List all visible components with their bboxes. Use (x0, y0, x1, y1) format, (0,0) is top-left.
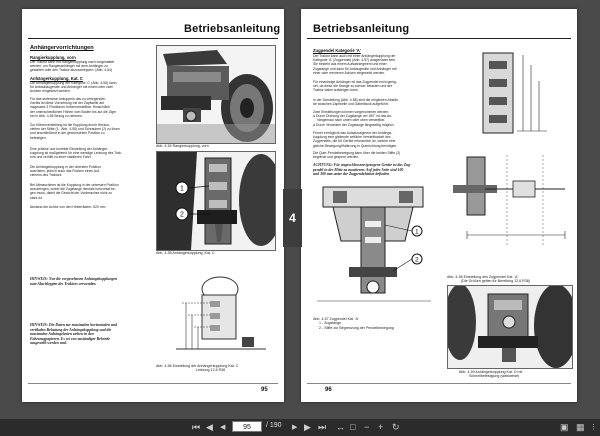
figure-caption: Abb. 4-57 Zugpendel Kat. 'A' 1 - Zugstange 2 - Stifte zur Begrenzung der Pendelbewegung (313, 317, 394, 330)
page-number: 95 (261, 387, 268, 393)
page-number-input[interactable]: 95 (232, 421, 262, 432)
last-page-icon[interactable]: ⏭ (318, 422, 327, 432)
body-paragraph: Für einachsige Anhänger ist das Zugpendel nicht geeig- net, da diese die Stange zu schwer belasten und der Traktor dabei aufsteigen kann. (313, 80, 397, 93)
footer-rule (307, 383, 571, 384)
header-rule (28, 38, 278, 39)
viewer-toolbar (0, 419, 600, 436)
figure-hitch-adjustment (156, 259, 274, 361)
figure-hitch-cat-d (447, 285, 573, 369)
subheading: Zugpendel Kategorie 'A' (313, 48, 361, 53)
body-paragraph: Die Anhängerkupplung der Kategorie 'C' (Abb. 4-55) kann für Anbaubaugeräte und Anhänger mit einem oder zwei Achsen eingesetzt werden. (30, 81, 117, 94)
rotate-icon[interactable]: ↻ (392, 422, 400, 432)
fit-page-icon[interactable]: □ (350, 422, 356, 432)
body-paragraph: Bei Altmaschinen ist die Kupplung in der untersten Position anzubringen, wobei die Zugstange niemals horizontal be- gen muss, damit die Gewicht der Vorderachse nicht zu stark ist. (30, 183, 119, 200)
body-paragraph: Für das stufenlose Ankuppeln das zu verlegenden Geräts ist diese Vorrichtung mit der Zapfwelle auf insgesamt 3 Positionen höhenverstellbar. Hinsichtlich der unterschiedlichen Höhen vom Boden bis auf die Ziger bei in Abb. 4-56 Bezug zu nehmen. (30, 97, 117, 118)
page-header: Betriebsanleitung (313, 23, 410, 35)
subheading: Rangierkupplung, vorn (30, 55, 76, 60)
figure-caption: Abb. 4-54 Rangierkupplung, vorn (156, 144, 209, 148)
callout-2: 2 (180, 211, 184, 219)
fullscreen-icon[interactable]: ▣ (560, 422, 569, 432)
subheading: Anhängerkupplung, Kat. C (30, 76, 83, 81)
figure-caption: Abb. 4-55 Anhängerkupplung, Kat. C (156, 251, 215, 255)
figure-caption: Abb. 4-59 Anhängerkupplung Kat. D mit Schnellbefestigung (wahlweise) (459, 370, 523, 379)
hitch-cat-d-illustration (448, 286, 572, 368)
footer-rule (28, 383, 278, 384)
figure-caption: Abb. 4-56 Einstellung der Anhängerkupplung Kat. C Leistung 12,6 R38 (156, 364, 239, 373)
menu-icon[interactable]: ⋮ (590, 424, 597, 431)
right-page (301, 9, 577, 402)
note-1: HINWEIS: Nur die vorgesehenen Anhängekupplungen zum Abschleppen des Traktors verwenden. (30, 277, 118, 286)
figure-hitch-cat-c (156, 151, 276, 251)
drawbar-technical-drawing (313, 181, 437, 315)
callout-1: 1 (415, 228, 419, 236)
first-page-icon[interactable]: ⏮ (192, 422, 201, 432)
body-paragraph: Ferner ermöglicht das Aufsatzsegment der Anhänge- kupplung eine gleitende seitliche Verstellbarkeit des Zugpendels, die für Geräte erforderlich ist, welche eine gleiche Bewegung/Halterung in Querrichtung benötigen. (313, 131, 398, 148)
fit-width-icon[interactable]: ↔ (336, 422, 345, 432)
left-page (22, 9, 284, 402)
hitch-adjustment-drawing (156, 259, 274, 361)
next-page-icon[interactable]: ▶ (304, 422, 311, 432)
body-paragraph: Eine präzise und korrekte Einstellung der Anhänger- kupplung ist maßgebend für eine wendige Lenkung des Trak- tors und verhilft zu einer stabileren Fahrt. (30, 147, 122, 160)
zoom-in-icon[interactable]: + (378, 422, 384, 432)
note-2: HINWEIS: Die Daten zur maximalen horizontalen und vertikalen Belastung der Anhängekupplung und die maximalen Anhängelasten stehen in den Fahrzeugpapieren. Es sei von zuständiger Behörde ausgestellt werden und. (30, 323, 118, 346)
page-count: / 190 (266, 422, 282, 429)
tractor-front-illustration (157, 46, 275, 143)
header-rule (307, 38, 571, 39)
zoom-out-icon[interactable]: − (364, 422, 370, 432)
section-title: Anhängervorrichtungen (30, 45, 94, 51)
caution-note: ACHTUNG: Für angeschlossene/gezogene Geräte ist das Zug- pendel in der Mitte zu montieren. Auf jeder Seite sind 100 und 300 mm unter der Zugpendelstütze befinden (313, 163, 412, 177)
grid-icon[interactable]: ▦ (576, 422, 585, 432)
previous-page-icon[interactable]: ◀ (206, 422, 213, 432)
body-paragraph: Zwei Einstellungen können vorgenommen werden: ● Durch Drehung der Zugstange um 180° ist das An- hängemaul nach unten oder oben verstellbar. ● Durch Versetzen der Zugstange längsseitig möglich. (313, 110, 395, 127)
body-paragraph: Zur Höhenverstellung ist die Kupplung durch Heraus- ziehen der Stifte (1 - Abb. 4-55) und Schrauben (2) zu lösen und anschließend in der gewünschten Position zu befestigen. (30, 123, 120, 140)
callout-1: 1 (180, 185, 184, 193)
forward-icon[interactable]: ▶ (292, 424, 298, 431)
page-number: 96 (325, 387, 332, 393)
callout-2: 2 (415, 256, 419, 264)
figure-caption: Abb. 4-58 Einstellung des Zugpendel Kat. 'A' (Die Größen gelten für Bereifung 12,6 R38) (447, 275, 530, 284)
body-paragraph: Der Traktor kann auch mit einer Anhängerkupplung der Kategorie 'A' (Zugpendel) (Abb. 4-57) ausgerüstet sein. Sie besteht aus einem Aufsatzsegment und einer Zugstange und kann für Anbaugeräte und Anhänger mit einer oder mehreren Achsen eingesetzt werden. (313, 54, 397, 75)
figure-drawbar-dimensions (447, 45, 571, 273)
chapter-tab: 4 (283, 189, 302, 247)
body-paragraph: Die Quer-Pendelbewegung kann über die beiden Stifte (2) begrenzt und gesperrt werden. (313, 151, 401, 160)
body-paragraph: Abstand der Achse von den Hinterrädern: 620 mm (30, 205, 106, 209)
drawbar-dimension-drawing (447, 45, 571, 273)
figure-drawbar-cat-a (313, 181, 437, 315)
body-paragraph: In der Darstellung (Abb. 4-58) sind die möglichen Abstän- de zwischen Zapfwelle und Gabelblock aufgeführt. (313, 98, 400, 107)
body-paragraph: Der Traktor kann mit Rangierkupplung nach vorgestattet werden, um Rangieranhänger mit dem Anhänger zu gestalten oder den Traktor abzuschleppen. (Abb. 4-54) (30, 60, 115, 73)
back-icon[interactable]: ◀ (220, 424, 226, 431)
hitch-cat-c-illustration (157, 152, 275, 250)
page-header: Betriebsanleitung (184, 23, 281, 35)
figure-front-coupling (156, 45, 276, 144)
body-paragraph: Die Anhängerkupplung in der obersten Position ausrüsten, jedoch auch das Rücken eines Auf- ziehens des Traktors. (30, 165, 101, 178)
